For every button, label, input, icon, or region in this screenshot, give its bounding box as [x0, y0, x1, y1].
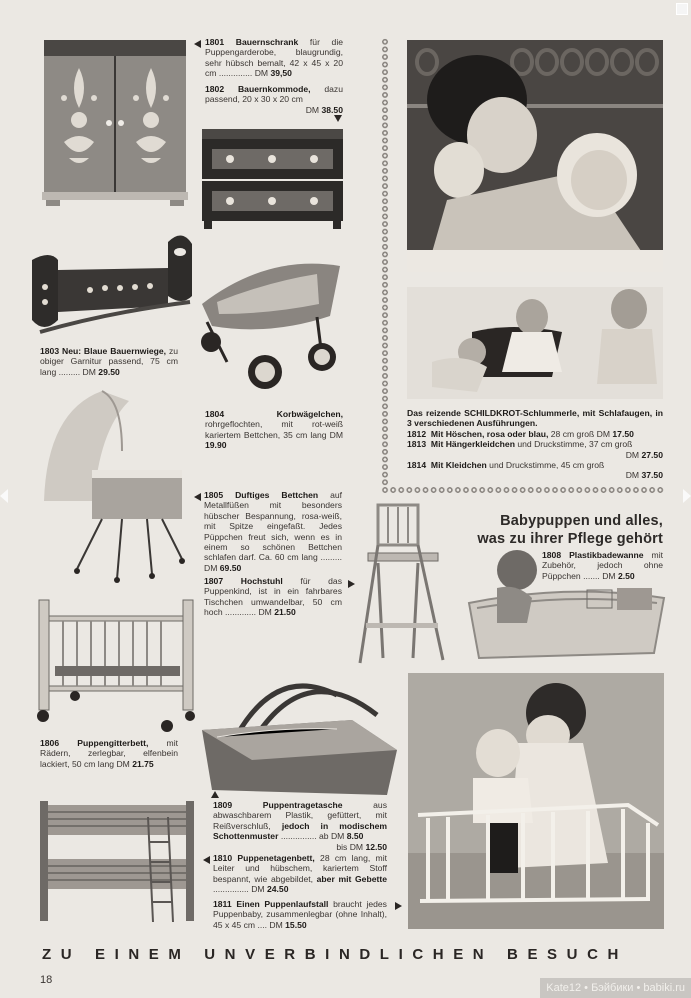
expand-icon[interactable]: [676, 3, 688, 15]
pointer-up-icon: [211, 791, 219, 798]
carry-bag-image: [197, 675, 402, 800]
item-1811: 1811 Einen Puppenlaufstall braucht jedes Puppenbaby, zusammenlegbar (ohne Inhalt), 45 x 45 cm .... DM 15.50: [213, 899, 387, 930]
bunk-bed-image: [38, 797, 198, 925]
item-1808: 1808 Plastikbadewanne mit Zubehör, jedoch ohne Püppchen ....... DM 2.50: [542, 550, 664, 581]
decorative-dot-border-vertical: [381, 38, 389, 486]
farmhouse-dresser-image: [200, 127, 345, 232]
item-1810: 1810 Puppenetagenbett, 28 cm lang, mit Leiter und hübschem, kariertem Stoff bespannt, wie abgebildet, aber mit Gebette ............... DM 24.50: [213, 853, 387, 895]
high-chair-image: [358, 503, 448, 665]
pointer-left-icon: [194, 493, 201, 501]
item-1809: 1809 Puppentragetasche aus abwaschbarem Plastik, gefüttert, mit Reißverschluß, jedoch in modischem Schottenmuster ............... ab DM 8.50 bis DM 12.50: [213, 800, 387, 852]
pointer-left-icon: [194, 40, 201, 48]
pointer-right-icon: [348, 580, 355, 588]
schlummerle-dolls-photo: [407, 287, 663, 399]
item-1807: 1807 Hochstuhl für das Puppenkind, ist in ein fahrbares Tischchen umwandelbar, 50 cm hoch ............. DM 21.50: [204, 576, 342, 618]
pointer-left-icon: [203, 856, 210, 864]
crib-image: [35, 596, 197, 734]
girl-with-dolls-photo: [407, 40, 663, 272]
prev-page-arrow-icon[interactable]: [0, 489, 8, 503]
pointer-right-icon: [395, 902, 402, 910]
schildkrot-variant-1814: 1814 Mit Kleidchen und Druckstimme, 45 cm groß DM 37.50: [407, 460, 663, 481]
farmhouse-wardrobe-image: [42, 38, 188, 206]
page-number: 18: [40, 974, 53, 986]
canopy-bassinet-image: [42, 386, 187, 586]
next-page-arrow-icon[interactable]: [683, 489, 691, 503]
footer-banner: ZU EINEM UNVERBINDLICHEN BESUCH: [42, 946, 628, 963]
decorative-dot-border-horizontal: [381, 486, 664, 494]
item-1803: 1803 Neu: Blaue Bauernwiege, zu obiger Garnitur passend, 75 cm lang ......... DM 29.50: [40, 346, 179, 377]
farmhouse-cradle-image: [30, 232, 193, 337]
item-1802: 1802 Bauernkommode, dazu passend, 20 x 30 x 20 cm DM 38.50: [205, 84, 344, 115]
section-headline: Babypuppen und alles, was zu ihrer Pflege gehört: [477, 513, 663, 547]
pointer-down-icon: [334, 115, 342, 122]
item-1806: 1806 Puppengitterbett, mit Rädern, zerlegbar, elfenbein lackiert, 50 cm lang DM 21.75: [40, 738, 179, 769]
item-1801: 1801 Bauernschrank für die Puppengarderobe, blaugrundig, sehr hübsch bemalt, 42 x 45 x 20 cm .............. DM 39,50: [205, 37, 344, 79]
wicker-pram-image: [197, 262, 343, 397]
schildkrot-variant-1813: 1813 Mit Hängerkleidchen und Druckstimme, 37 cm groß DM 27.50: [407, 439, 663, 460]
schildkrot-block: [407, 408, 663, 481]
playpen-photo: [408, 673, 664, 929]
item-1804: 1804 Korbwägelchen, rohrgeflochten, mit rot-weiß kariertem Bettchen, 35 cm lang DM 19.90: [205, 409, 344, 451]
schildkrot-variant-1812: 1812 Mit Höschen, rosa oder blau, 28 cm groß DM 17.50: [407, 428, 634, 439]
schildkrot-intro: Das reizende SCHILDKROT-Schlummerle, mit Schlafaugen, in 3 verschiedenen Ausführungen.: [407, 408, 663, 429]
item-1805: 1805 Duftiges Bettchen auf Metallfüßen mit besonders hübscher Bespannung, rosa-weiß, mit Spitze eingefaßt. Jedes Püppchen freut sich, wenn es in einem so schönen Bettchen schlafen darf. Ca. 60 cm lang ......... DM 69.50: [204, 490, 343, 573]
watermark: Kate12 • Бэйбики • babiki.ru: [540, 978, 691, 998]
